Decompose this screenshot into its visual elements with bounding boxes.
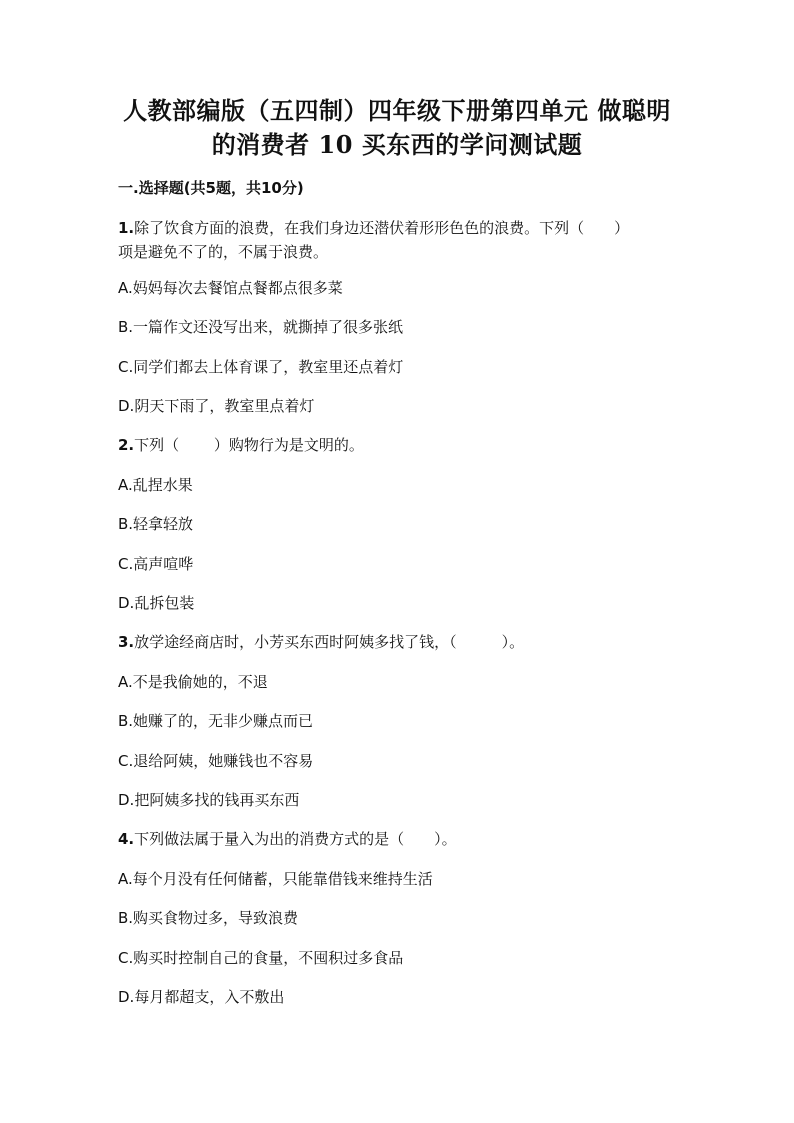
question-text-continued: 项是避免不了的，不属于浪费。: [118, 243, 329, 261]
question-1-option-c: C.同学们都去上体育课了，教室里还点着灯: [118, 358, 404, 376]
question-2-option-a: A.乱捏水果: [118, 476, 193, 494]
question-text: 除了饮食方面的浪费，在我们身边还潜伏着形形色色的浪费。下列（ ）: [134, 219, 630, 237]
question-3-option-d: D.把阿姨多找的钱再买东西: [118, 791, 300, 809]
question-number: 2.: [118, 436, 135, 454]
question-3-option-c: C.退给阿姨，她赚钱也不容易: [118, 752, 314, 770]
title-line-2: 的消费者 10 买东西的学问测试题: [211, 130, 583, 159]
question-2-option-d: D.乱拆包装: [118, 594, 195, 612]
question-1: [118, 216, 678, 264]
document-title: [100, 94, 694, 162]
question-4-option-b: B.购买食物过多，导致浪费: [118, 909, 299, 927]
question-number: 4.: [118, 830, 135, 848]
question-number: 3.: [118, 633, 135, 651]
question-number: 1.: [118, 219, 135, 237]
question-2: [118, 433, 678, 457]
question-4-option-c: C.购买时控制自己的食量，不囤积过多食品: [118, 949, 404, 967]
question-4-option-d: D.每月都超支，入不敷出: [118, 988, 285, 1006]
title-line-1: 人教部编版（五四制）四年级下册第四单元 做聪明: [123, 96, 671, 125]
question-1-option-b: B.一篇作文还没写出来，就撕掉了很多张纸: [118, 318, 404, 336]
question-4-option-a: A.每个月没有任何储蓄，只能靠借钱来维持生活: [118, 870, 433, 888]
question-3-option-b: B.她赚了的，无非少赚点而已: [118, 712, 314, 730]
question-text: 下列做法属于量入为出的消费方式的是（ ）。: [134, 830, 457, 848]
question-text: 放学途经商店时，小芳买东西时阿姨多找了钱，（ ）。: [134, 633, 525, 651]
question-2-option-b: B.轻拿轻放: [118, 515, 194, 533]
question-1-option-a: A.妈妈每次去餐馆点餐都点很多菜: [118, 279, 343, 297]
question-3-option-a: A.不是我偷她的，不退: [118, 673, 268, 691]
question-2-option-c: C.高声喧哗: [118, 555, 194, 573]
question-3: [118, 630, 678, 654]
section-heading: 一.选择题(共5题，共10分): [118, 179, 304, 197]
question-text: 下列（ ）购物行为是文明的。: [134, 436, 364, 454]
question-1-option-d: D.阴天下雨了，教室里点着灯: [118, 397, 315, 415]
question-4: [118, 827, 678, 851]
